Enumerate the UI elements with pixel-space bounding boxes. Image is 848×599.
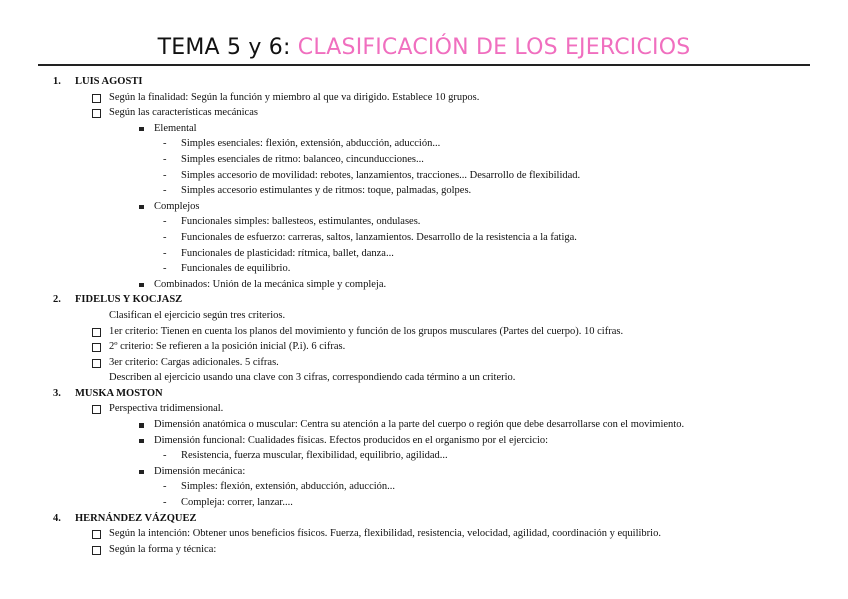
section-heading — [0, 292, 848, 308]
dash-item — [0, 261, 848, 277]
dash-bullet-icon: - — [163, 247, 167, 259]
section-number: 4. — [53, 512, 61, 524]
dash-bullet-icon: - — [163, 216, 167, 228]
section-heading — [0, 386, 848, 402]
square-item-text: Dimensión anatómica o muscular: Centra su atención a la parte del cuerpo o región que debe desarrollarse con el movimiento. — [154, 419, 685, 431]
checkbox-icon — [92, 343, 101, 352]
section-number: 3. — [53, 387, 61, 399]
dash-item — [0, 214, 848, 230]
section-number: 2. — [53, 294, 61, 306]
checkbox-item-text: 2º criterio: Se refieren a la posición inicial (P.i). 6 cifras. — [109, 341, 346, 353]
square-bullet-icon — [139, 423, 144, 428]
dash-bullet-icon: - — [163, 231, 167, 243]
checkbox-item — [0, 90, 848, 106]
section-outro — [0, 370, 848, 386]
dash-item — [0, 448, 848, 464]
section-title: LUIS AGOSTI — [75, 76, 143, 87]
checkbox-icon — [92, 359, 101, 368]
square-item-text: Combinados: Unión de la mecánica simple y compleja. — [154, 278, 387, 290]
square-item — [0, 417, 848, 433]
square-item-text: Elemental — [154, 122, 197, 134]
page-title — [0, 33, 848, 63]
square-item — [0, 199, 848, 215]
dash-bullet-icon: - — [163, 481, 167, 493]
section-outro-text: Describen al ejercicio usando una clave con 3 cifras, correspondiendo cada término a un criterio. — [109, 372, 516, 384]
square-item-text: Complejos — [154, 200, 200, 212]
dash-bullet-icon: - — [163, 153, 167, 165]
checkbox-item — [0, 542, 848, 558]
dash-item-text: Funcionales de esfuerzo: carreras, saltos, lanzamientos. Desarrollo de la resistencia a la fatiga. — [181, 231, 577, 243]
checkbox-icon — [92, 546, 101, 555]
square-bullet-icon — [139, 470, 144, 475]
section-heading — [0, 511, 848, 527]
dash-item — [0, 230, 848, 246]
dash-bullet-icon: - — [163, 263, 167, 275]
title-underline — [38, 64, 810, 66]
checkbox-icon — [92, 405, 101, 414]
square-item — [0, 277, 848, 293]
dash-item-text: Simples esenciales de ritmo: balanceo, cincunducciones... — [181, 153, 424, 165]
checkbox-item — [0, 105, 848, 121]
square-bullet-icon — [139, 127, 144, 132]
checkbox-item-text: Perspectiva tridimensional. — [109, 403, 224, 415]
section-title: FIDELUS Y KOCJASZ — [75, 294, 183, 306]
dash-item — [0, 246, 848, 262]
dash-item-text: Simples accesorio de movilidad: rebotes, lanzamientos, tracciones... Desarrollo de flexibilidad. — [181, 169, 581, 181]
section-intro — [0, 308, 848, 324]
dash-item — [0, 495, 848, 511]
square-item — [0, 121, 848, 137]
checkbox-item-text: Según la finalidad: Según la función y miembro al que va dirigido. Establece 10 grupos. — [109, 91, 480, 103]
checkbox-icon — [92, 328, 101, 337]
square-bullet-icon — [139, 283, 144, 288]
section-title: MUSKA MOSTON — [75, 387, 163, 399]
dash-item-text: Funcionales de plasticidad: rítmica, ballet, danza... — [181, 247, 394, 259]
dash-item-text: Simples: flexión, extensión, abducción, aducción... — [181, 481, 396, 493]
checkbox-item-text: Según la intención: Obtener unos beneficios físicos. Fuerza, flexibilidad, resistencia, velocidad, agilidad, coordinación y equilibrio. — [109, 528, 661, 540]
square-item — [0, 464, 848, 480]
section-intro-text: Clasifican el ejercicio según tres criterios. — [109, 309, 286, 321]
dash-item-text: Funcionales simples: ballesteos, estimulantes, ondulases. — [181, 216, 421, 228]
dash-item-text: Resistencia, fuerza muscular, flexibilidad, equilibrio, agilidad... — [181, 450, 448, 462]
checkbox-icon — [92, 530, 101, 539]
dash-item — [0, 136, 848, 152]
section-title: HERNÁNDEZ VÁZQUEZ — [75, 512, 197, 524]
square-item-text: Dimensión mecánica: — [154, 465, 246, 477]
square-item — [0, 433, 848, 449]
checkbox-item-text: 1er criterio: Tienen en cuenta los planos del movimiento y función de los grupos musculares (Partes del cuerpo). 10 cifras. — [109, 325, 624, 337]
dash-item — [0, 183, 848, 199]
dash-item-text: Funcionales de equilibrio. — [181, 263, 291, 275]
checkbox-item — [0, 324, 848, 340]
checkbox-icon — [92, 109, 101, 118]
dash-item-text: Compleja: correr, lanzar.... — [181, 497, 293, 509]
square-item-text: Dimensión funcional: Cualidades físicas. Efectos producidos en el organismo por el ejercicio: — [154, 434, 549, 446]
dash-item-text: Simples accesorio estimulantes y de ritmos: toque, palmadas, golpes. — [181, 185, 472, 197]
checkbox-icon — [92, 94, 101, 103]
dash-bullet-icon: - — [163, 450, 167, 462]
checkbox-item — [0, 401, 848, 417]
checkbox-item-text: Según la forma y técnica: — [109, 543, 217, 555]
square-bullet-icon — [139, 205, 144, 210]
title-prefix: TEMA 5 y 6: — [157, 35, 291, 60]
checkbox-item — [0, 339, 848, 355]
dash-bullet-icon: - — [163, 138, 167, 150]
checkbox-item-text: Según las características mecánicas — [109, 107, 258, 119]
dash-bullet-icon: - — [163, 497, 167, 509]
title-highlight: CLASIFICACIÓN DE LOS EJERCICIOS — [297, 35, 691, 60]
checkbox-item-text: 3er criterio: Cargas adicionales. 5 cifras. — [109, 356, 279, 368]
dash-item-text: Simples esenciales: flexión, extensión, abducción, aducción... — [181, 138, 441, 150]
outline-content — [0, 74, 848, 557]
checkbox-item — [0, 355, 848, 371]
square-bullet-icon — [139, 439, 144, 444]
checkbox-item — [0, 526, 848, 542]
dash-item — [0, 152, 848, 168]
dash-bullet-icon: - — [163, 185, 167, 197]
section-heading — [0, 74, 848, 90]
dash-bullet-icon: - — [163, 169, 167, 181]
dash-item — [0, 168, 848, 184]
section-number: 1. — [53, 76, 61, 87]
dash-item — [0, 479, 848, 495]
